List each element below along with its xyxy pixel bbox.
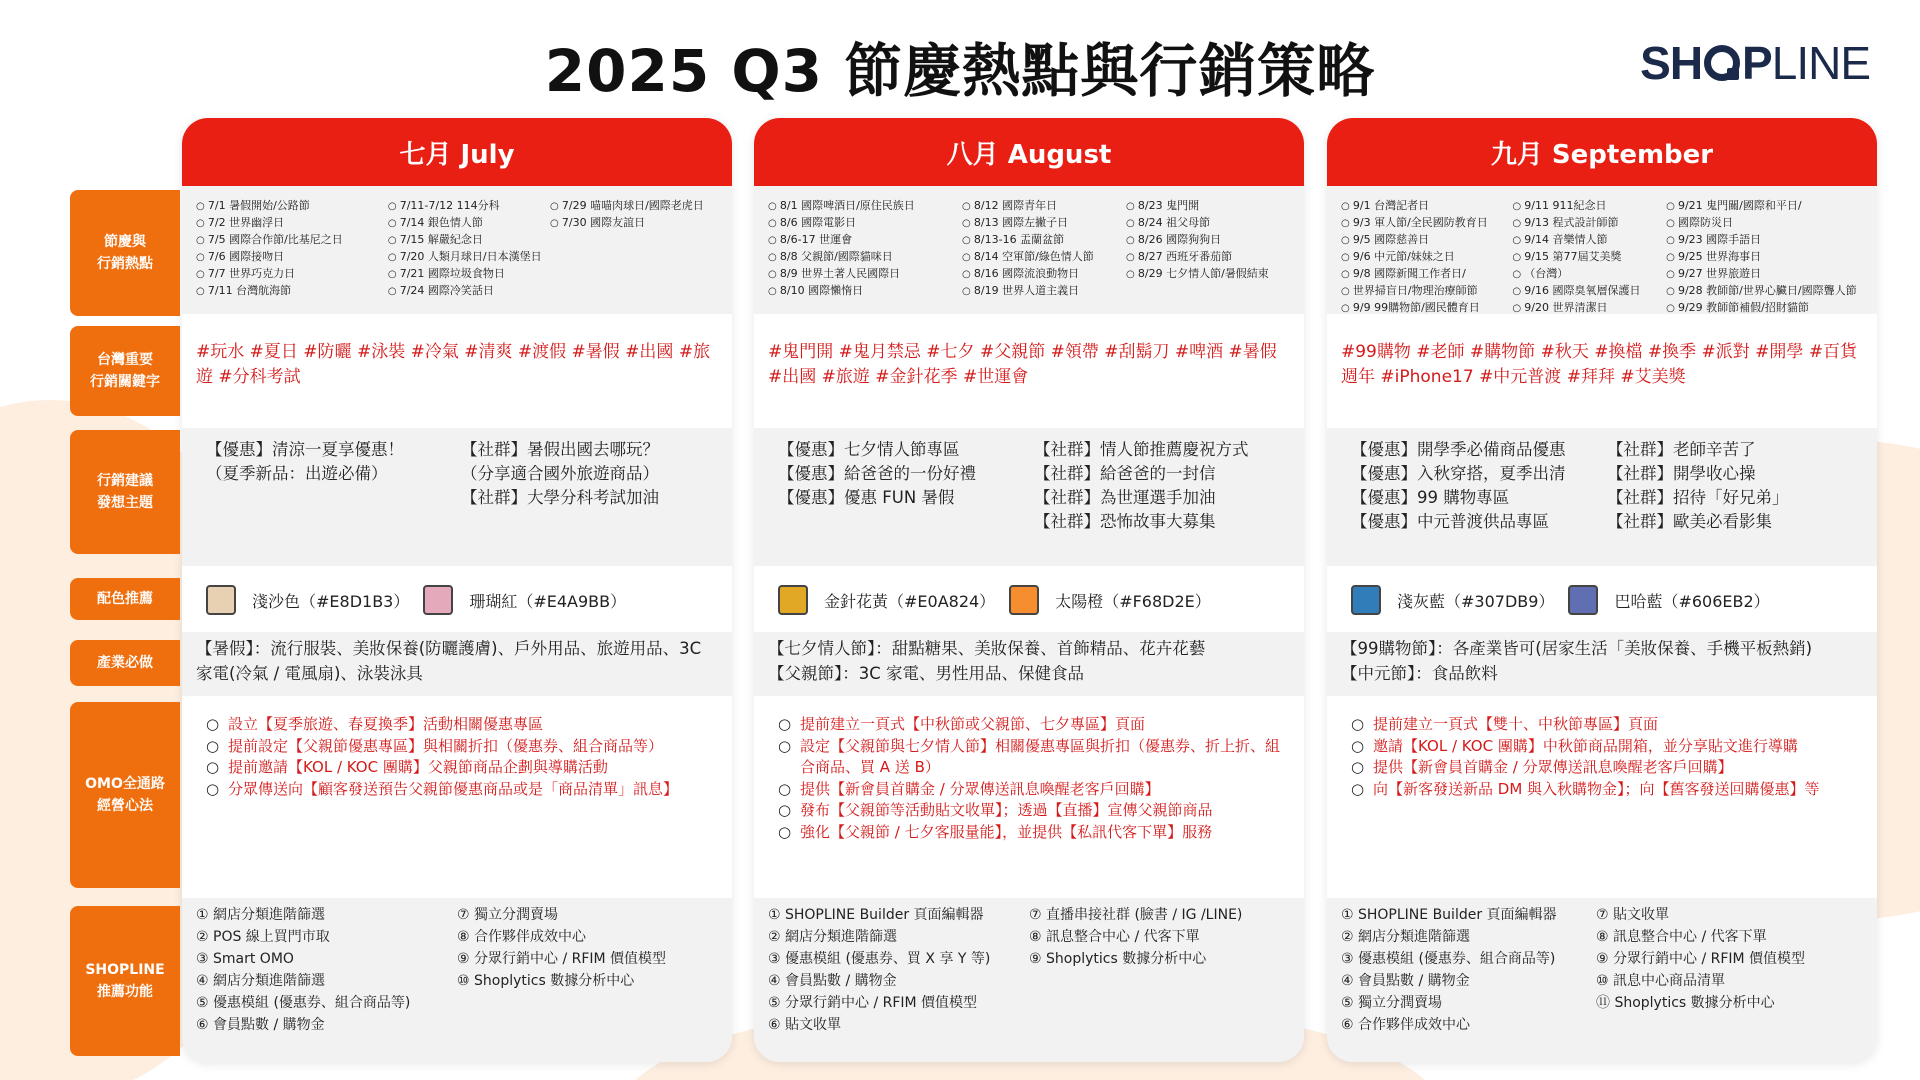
color-swatch: [206, 585, 236, 615]
color-item: [1568, 585, 1769, 615]
month-header: 七月 July: [182, 118, 732, 186]
omo-item: ○ 提供【新會員首購金 / 分眾傳送訊息喚醒老客戶回購】: [1351, 757, 1863, 779]
holiday-list: [1512, 198, 1662, 314]
feature-item: ⑤ 優惠模組 (優惠券、組合商品等): [196, 995, 411, 1011]
holiday-list: [388, 198, 546, 308]
holiday-item: ○ 9/8 國際新聞工作者日/: [1341, 266, 1508, 283]
holiday-list: [196, 198, 384, 308]
color-swatch: [1009, 585, 1039, 615]
holiday-item: ○ 9/28 教師節/世界心臟日/國際聾人節: [1666, 283, 1863, 300]
feature-list: [196, 904, 457, 1056]
features-section: [182, 898, 732, 1062]
holiday-item: ○ 9/15 第77屆艾美獎: [1512, 249, 1662, 266]
omo-list: [1327, 710, 1877, 890]
feature-item: ① SHOPLINE Builder 頁面編輯器: [768, 907, 984, 923]
theme-item: 【優惠】中元普渡供品專區: [1351, 512, 1549, 531]
feature-list: [1341, 904, 1596, 1056]
holiday-item: ○ 8/13 國際左撇子日: [962, 215, 1122, 232]
holiday-item: ○ （台灣）: [1512, 266, 1662, 283]
logo-text-p: P: [1742, 37, 1772, 89]
holiday-item: ○ 9/27 世界旅遊日: [1666, 266, 1863, 283]
color-label: 淺沙色（#E8D1B3）: [252, 591, 410, 611]
holiday-item: ○ 8/6 國際電影日: [768, 215, 958, 232]
industry-line: 【中元節】：食品飲料: [1341, 664, 1498, 683]
feature-item: ④ 網店分類進階篩選: [196, 973, 326, 989]
features-section: [754, 898, 1304, 1062]
keywords-text: #玩水 #夏日 #防曬 #泳裝 #冷氣 #清爽 #渡假 #暑假 #出國 #旅遊 #分科考試: [182, 326, 732, 416]
color-item: [778, 585, 995, 615]
theme-item: 【社群】情人節推薦慶祝方式: [1034, 440, 1249, 459]
omo-item: ○ 強化【父親節 / 七夕客服量能】，並提供【私訊代客下單】服務: [778, 822, 1290, 844]
holiday-item: ○ 7/7 世界巧克力日: [196, 266, 384, 283]
holiday-item: ○ 8/13-16 盂蘭盆節: [962, 232, 1122, 249]
omo-item: ○ 分眾傳送向【顧客發送預告父親節優惠商品或是「商品清單」訊息】: [206, 779, 718, 801]
holiday-item: ○ 8/10 國際懶惰日: [768, 283, 958, 300]
holiday-item: ○ 8/29 七夕情人節/暑假結束: [1126, 266, 1286, 283]
industry-line: 【暑假】：流行服裝、美妝保養(防曬護膚)、戶外用品、旅遊用品、3C 家電(冷氣 / 電風扇)、泳裝泳具: [196, 639, 702, 683]
feature-item: ⑦ 直播串接社群 (臉書 / IG /LINE): [1029, 907, 1243, 923]
feature-item: ④ 會員點數 / 購物金: [1341, 973, 1470, 989]
feature-item: ⑩ 訊息中心商品清單: [1596, 973, 1726, 989]
holiday-item: ○ 9/9 99購物節/國民體育日: [1341, 300, 1508, 317]
color-label: 巴哈藍（#606EB2）: [1614, 591, 1770, 611]
row-label-omo: OMO全通路 經營心法: [70, 702, 180, 888]
theme-list: [1351, 438, 1607, 560]
holiday-item: ○ 9/20 世界清潔日: [1512, 300, 1662, 317]
theme-item: 【優惠】清涼一夏享優惠！: [206, 440, 404, 459]
color-recommendation: [182, 572, 732, 628]
holiday-item: ○ 7/6 國際接吻日: [196, 249, 384, 266]
row-label-features: SHOPLINE 推薦功能: [70, 906, 180, 1056]
feature-item: ② 網店分類進階篩選: [768, 929, 898, 945]
holiday-item: ○ 9/11 911紀念日: [1512, 198, 1662, 215]
industry-text: [1327, 632, 1877, 696]
theme-item: （分享適合國外旅遊商品）: [461, 464, 659, 483]
logo-text-sh: SH: [1640, 37, 1703, 89]
feature-item: ⑨ Shoplytics 數據分析中心: [1029, 951, 1207, 967]
feature-item: ③ Smart OMO: [196, 951, 294, 967]
feature-item: ⑦ 貼文收單: [1596, 907, 1670, 923]
month-column-2: [754, 118, 1304, 1062]
month-column-3: [1327, 118, 1877, 1062]
holiday-item: ○ 8/26 國際狗狗日: [1126, 232, 1286, 249]
holiday-item: ○ 9/25 世界海事日: [1666, 249, 1863, 266]
theme-item: 【社群】歐美必看影集: [1607, 512, 1772, 531]
industry-line: 【七夕情人節】：甜點糖果、美妝保養、首飾精品、花卉花藝: [768, 639, 1206, 658]
theme-item: 【優惠】99 購物專區: [1351, 488, 1510, 507]
feature-item: ③ 優惠模組 (優惠券、買 X 享 Y 等): [768, 951, 991, 967]
feature-item: ⑥ 會員點數 / 購物金: [196, 1017, 325, 1033]
theme-list: [1034, 438, 1290, 560]
color-swatch: [1568, 585, 1598, 615]
holiday-item: ○ 7/20 人類月球日/日本漢堡日: [388, 249, 546, 266]
holiday-item: ○ 7/2 世界幽浮日: [196, 215, 384, 232]
holiday-item: ○ 9/13 程式設計師節: [1512, 215, 1662, 232]
theme-item: 【優惠】優惠 FUN 暑假: [778, 488, 955, 507]
holiday-item: ○ 7/5 國際合作節/比基尼之日: [196, 232, 384, 249]
themes-section: [1327, 428, 1877, 566]
holiday-list: [768, 198, 958, 308]
themes-section: [754, 428, 1304, 566]
omo-item: ○ 提前建立一頁式【雙十、中秋節專區】頁面: [1351, 714, 1863, 736]
feature-item: ② POS 線上買門市取: [196, 929, 330, 945]
holiday-item: ○ 7/1 暑假開始/公路節: [196, 198, 384, 215]
holiday-item: ○ 7/30 國際友誼日: [550, 215, 718, 232]
color-label: 太陽橙（#F68D2E）: [1055, 591, 1211, 611]
holidays-section: [754, 186, 1304, 314]
feature-list: [1596, 904, 1851, 1056]
holiday-item: ○ 8/23 鬼門開: [1126, 198, 1286, 215]
theme-item: 【社群】恐怖故事大募集: [1034, 512, 1216, 531]
color-label: 淺灰藍（#307DB9）: [1397, 591, 1555, 611]
feature-item: ① SHOPLINE Builder 頁面編輯器: [1341, 907, 1557, 923]
holiday-item: ○ 7/24 國際冷笑話日: [388, 283, 546, 300]
holiday-list: [962, 198, 1122, 308]
holiday-item: ○ 8/19 世界人道主義日: [962, 283, 1122, 300]
row-label-industry: 產業必做: [70, 640, 180, 686]
keywords-text: #鬼門開 #鬼月禁忌 #七夕 #父親節 #領帶 #刮鬍刀 #啤酒 #暑假 #出國 #旅遊 #金針花季 #世運會: [754, 326, 1304, 416]
month-header: 九月 September: [1327, 118, 1877, 186]
theme-list: [1607, 438, 1863, 560]
logo-o-icon: [1704, 45, 1740, 81]
holiday-item: ○ 9/29 教師節補假/招財貓節: [1666, 300, 1863, 317]
theme-item: （夏季新品：出遊必備）: [206, 464, 388, 483]
holiday-item: ○ 7/11-7/12 114分科: [388, 198, 546, 215]
feature-item: ⑧ 訊息整合中心 / 代客下單: [1029, 929, 1200, 945]
color-swatch: [423, 585, 453, 615]
feature-item: ⑧ 合作夥伴成效中心: [457, 929, 587, 945]
color-recommendation: [1327, 572, 1877, 628]
theme-item: 【社群】開學收心操: [1607, 464, 1756, 483]
omo-item: ○ 提前建立一頁式【中秋節或父親節、七夕專區】頁面: [778, 714, 1290, 736]
color-swatch: [1351, 585, 1381, 615]
industry-text: [182, 632, 732, 696]
color-item: [1351, 585, 1554, 615]
holiday-item: ○ 9/14 音樂情人節: [1512, 232, 1662, 249]
feature-item: ⑦ 獨立分潤賣場: [457, 907, 559, 923]
theme-item: 【社群】給爸爸的一封信: [1034, 464, 1216, 483]
industry-line: 【父親節】：3C 家電、男性用品、保健食品: [768, 664, 1085, 683]
color-item: [423, 585, 626, 615]
omo-item: ○ 邀請【KOL / KOC 團購】中秋節商品開箱，並分享貼文進行導購: [1351, 736, 1863, 758]
theme-list: [461, 438, 716, 560]
month-header: 八月 August: [754, 118, 1304, 186]
holiday-item: ○ 7/14 銀色情人節: [388, 215, 546, 232]
feature-item: ③ 優惠模組 (優惠券、組合商品等): [1341, 951, 1556, 967]
holiday-item: ○ 8/16 國際流浪動物日: [962, 266, 1122, 283]
holiday-item: ○ 9/16 國際臭氧層保護日: [1512, 283, 1662, 300]
feature-item: ④ 會員點數 / 購物金: [768, 973, 897, 989]
theme-list: [778, 438, 1034, 560]
feature-item: ⑤ 獨立分潤賣場: [1341, 995, 1443, 1011]
feature-list: [1029, 904, 1290, 1056]
row-label-holidays: 節慶與 行銷熱點: [70, 190, 180, 316]
holiday-item: ○ 8/8 父親節/國際貓咪日: [768, 249, 958, 266]
holiday-item: ○ 國際防災日: [1666, 215, 1863, 232]
holiday-item: ○ 8/24 祖父母節: [1126, 215, 1286, 232]
shopline-logo: [1640, 36, 1870, 90]
holiday-item: ○ 9/23 國際手語日: [1666, 232, 1863, 249]
themes-section: [182, 428, 732, 566]
theme-item: 【優惠】給爸爸的一份好禮: [778, 464, 976, 483]
keywords-text: #99購物 #老師 #購物節 #秋天 #換檔 #換季 #派對 #開學 #百貨週年 #iPhone17 #中元普渡 #拜拜 #艾美獎: [1327, 326, 1877, 416]
theme-item: 【社群】為世運選手加油: [1034, 488, 1216, 507]
holiday-item: ○ 7/11 台灣航海節: [196, 283, 384, 300]
holidays-section: [182, 186, 732, 314]
feature-item: ⑤ 分眾行銷中心 / RFIM 價值模型: [768, 995, 978, 1011]
holiday-item: ○ 9/6 中元節/妹妹之日: [1341, 249, 1508, 266]
color-item: [1009, 585, 1211, 615]
color-recommendation: [754, 572, 1304, 628]
industry-line: 【99購物節】：各產業皆可(居家生活「美妝保養、手機平板熱銷): [1341, 639, 1813, 658]
holiday-item: ○ 8/9 世界土著人民國際日: [768, 266, 958, 283]
omo-item: ○ 提前設定【父親節優惠專區】與相關折扣（優惠券、組合商品等）: [206, 736, 718, 758]
theme-item: 【優惠】開學季必備商品優惠: [1351, 440, 1566, 459]
theme-item: 【社群】招待「好兄弟」: [1607, 488, 1789, 507]
holiday-list: [1666, 198, 1863, 314]
holiday-item: ○ 9/5 國際慈善日: [1341, 232, 1508, 249]
omo-list: [754, 710, 1304, 890]
omo-item: ○ 設立【夏季旅遊、春夏換季】活動相關優惠專區: [206, 714, 718, 736]
omo-item: ○ 提前邀請【KOL / KOC 團購】父親節商品企劃與導購活動: [206, 757, 718, 779]
theme-item: 【社群】大學分科考試加油: [461, 488, 659, 507]
holiday-item: ○ 8/14 空軍節/綠色情人節: [962, 249, 1122, 266]
feature-item: ⑥ 貼文收單: [768, 1017, 842, 1033]
holiday-item: ○ 7/15 解嚴紀念日: [388, 232, 546, 249]
month-column-1: [182, 118, 732, 1062]
omo-list: [182, 710, 732, 890]
row-label-themes: 行銷建議 發想主題: [70, 430, 180, 554]
theme-list: [206, 438, 461, 560]
row-label-keywords: 台灣重要 行銷關鍵字: [70, 326, 180, 416]
holiday-item: ○ 8/6-17 世運會: [768, 232, 958, 249]
holiday-item: ○ 8/1 國際啤酒日/原住民族日: [768, 198, 958, 215]
holiday-list: [1341, 198, 1508, 314]
omo-item: ○ 發布【父親節等活動貼文收單】；透過【直播】宣傳父親節商品: [778, 800, 1290, 822]
logo-text-line: LINE: [1771, 37, 1870, 89]
color-swatch: [778, 585, 808, 615]
feature-list: [768, 904, 1029, 1056]
omo-item: ○ 提供【新會員首購金 / 分眾傳送訊息喚醒老客戶回購】: [778, 779, 1290, 801]
holiday-list: [550, 198, 718, 308]
feature-item: ⑧ 訊息整合中心 / 代客下單: [1596, 929, 1767, 945]
industry-text: [754, 632, 1304, 696]
row-label-colors: 配色推薦: [70, 578, 180, 620]
color-item: [206, 585, 409, 615]
holiday-item: ○ 8/12 國際青年日: [962, 198, 1122, 215]
holiday-item: ○ 8/27 西班牙番茄節: [1126, 249, 1286, 266]
theme-item: 【優惠】七夕情人節專區: [778, 440, 960, 459]
holiday-item: ○ 世界掃盲日/物理治療師節: [1341, 283, 1508, 300]
page-title: 2025 Q3 節慶熱點與行銷策略: [544, 37, 1376, 105]
holiday-item: ○ 9/1 台灣記者日: [1341, 198, 1508, 215]
color-label: 珊瑚紅（#E4A9BB）: [469, 591, 627, 611]
holiday-list: [1126, 198, 1286, 308]
feature-item: ⑨ 分眾行銷中心 / RFIM 價值模型: [1596, 951, 1806, 967]
holiday-item: ○ 9/3 軍人節/全民國防教育日: [1341, 215, 1508, 232]
holiday-item: ○ 9/21 鬼門關/國際和平日/: [1666, 198, 1863, 215]
feature-item: ⑨ 分眾行銷中心 / RFIM 價值模型: [457, 951, 667, 967]
features-section: [1327, 898, 1877, 1062]
feature-item: ① 網店分類進階篩選: [196, 907, 326, 923]
holiday-item: ○ 7/21 國際垃圾食物日: [388, 266, 546, 283]
color-label: 金針花黃（#E0A824）: [824, 591, 996, 611]
omo-item: ○ 向【新客發送新品 DM 與入秋購物金】；向【舊客發送回購優惠】等: [1351, 779, 1863, 801]
feature-item: ⑪ Shoplytics 數據分析中心: [1596, 995, 1775, 1011]
omo-item: ○ 設定【父親節與七夕情人節】相關優惠專區與折扣（優惠券、折上折、組合商品、買 A 送 B）: [778, 736, 1290, 779]
holidays-section: [1327, 186, 1877, 314]
feature-item: ② 網店分類進階篩選: [1341, 929, 1471, 945]
theme-item: 【社群】老師辛苦了: [1607, 440, 1756, 459]
theme-item: 【優惠】入秋穿搭，夏季出清: [1351, 464, 1566, 483]
holiday-item: ○ 7/29 喵喵肉球日/國際老虎日: [550, 198, 718, 215]
feature-item: ⑩ Shoplytics 數據分析中心: [457, 973, 635, 989]
feature-item: ⑥ 合作夥伴成效中心: [1341, 1017, 1471, 1033]
theme-item: 【社群】暑假出國去哪玩？: [461, 440, 659, 459]
feature-list: [457, 904, 718, 1056]
